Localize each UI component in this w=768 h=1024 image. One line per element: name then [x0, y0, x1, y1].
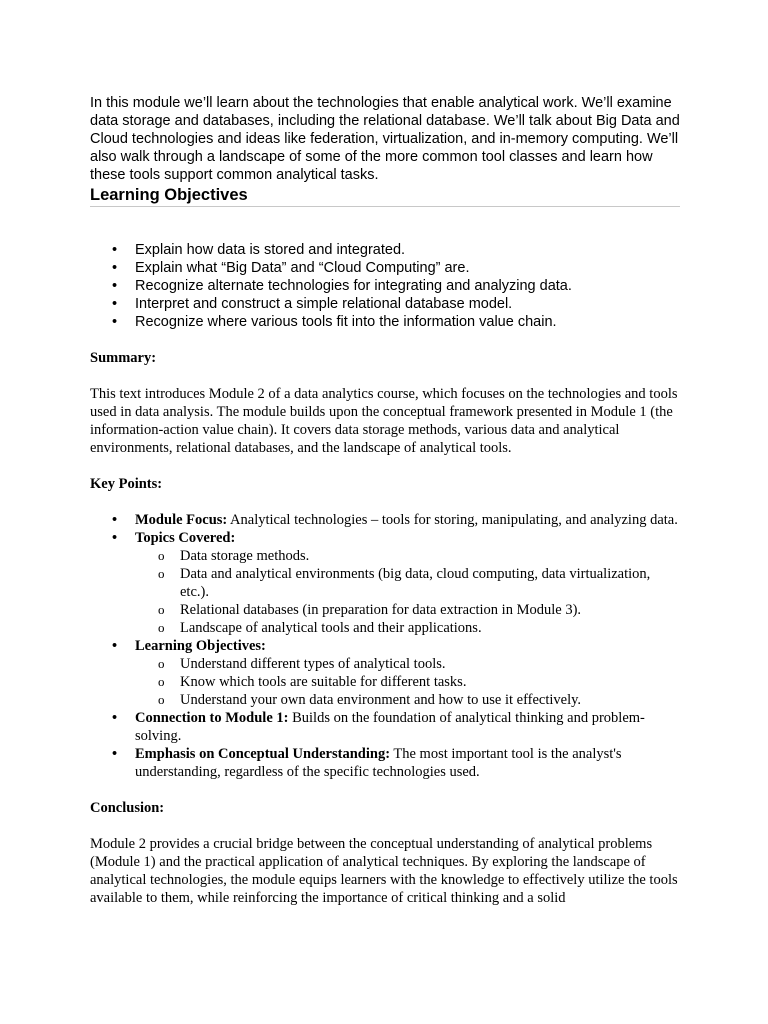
learning-objectives-list [90, 241, 680, 331]
key-point-sublist [135, 655, 680, 709]
key-point-title: Connection to Module 1: [135, 710, 289, 726]
key-point-title: Module Focus: [135, 512, 228, 528]
key-point-item [135, 637, 680, 709]
key-point-item [135, 745, 680, 781]
objective-item: • Recognize alternate technologies for integrating and analyzing data. [135, 277, 680, 295]
sub-item: o Understand different types of analytical tools. [180, 655, 680, 673]
summary-label: Summary: [90, 350, 157, 366]
key-point-title: Topics Covered: [135, 530, 236, 546]
key-points-list [90, 511, 680, 781]
key-point-item [135, 529, 680, 637]
objective-item: • Recognize where various tools fit into the information value chain. [135, 313, 680, 331]
sub-item: o Data and analytical environments (big data, cloud computing, data virtualization, etc.). [180, 565, 680, 601]
key-point-sublist [135, 547, 680, 637]
key-point-title: Learning Objectives: [135, 638, 266, 654]
sub-item: o Know which tools are suitable for different tasks. [180, 673, 680, 691]
intro-paragraph: In this module we’ll learn about the technologies that enable analytical work. We’ll examine data storage and databases, including the relational database. We’ll talk about Big Data and Cloud technologies and ideas like federation, virtualization, and in-memory computing. We’ll also walk through a landscape of some of the more common tool classes and learn how these tools support common analytical tasks. [90, 95, 680, 183]
key-point-item [135, 709, 680, 745]
key-points-label: Key Points: [90, 476, 163, 492]
sub-item: o Understand your own data environment and how to use it effectively. [180, 691, 680, 709]
sub-item: o Data storage methods. [180, 547, 680, 565]
key-point-text: Builds on the foundation of analytical thinking and problem-solving. [135, 710, 645, 744]
conclusion-label: Conclusion: [90, 800, 165, 816]
summary-paragraph: This text introduces Module 2 of a data analytics course, which focuses on the technologies and tools used in data analysis. The module builds upon the conceptual framework presented in Module 1 (the information-action value chain). It covers data storage methods, various data and analytical environments, relational databases, and the landscape of analytical tools. [90, 386, 678, 456]
document-page [90, 94, 680, 907]
key-point-title: Emphasis on Conceptual Understanding: [135, 746, 391, 762]
key-point-item [135, 511, 680, 529]
sub-item: o Landscape of analytical tools and their applications. [180, 619, 680, 637]
conclusion-paragraph: Module 2 provides a crucial bridge between the conceptual understanding of analytical problems (Module 1) and the practical application of analytical techniques. By exploring the landscape of analytical technologies, the module equips learners with the knowledge to effectively utilize the tools available to them, while reinforcing the importance of critical thinking and a solid [90, 836, 678, 906]
objective-item: • Explain how data is stored and integrated. [135, 241, 680, 259]
sub-item: o Relational databases (in preparation for data extraction in Module 3). [180, 601, 680, 619]
key-point-text: The most important tool is the analyst's understanding, regardless of the specific technologies used. [135, 746, 622, 780]
key-point-text: Analytical technologies – tools for storing, manipulating, and analyzing data. [227, 512, 678, 528]
objective-item: • Explain what “Big Data” and “Cloud Computing” are. [135, 259, 680, 277]
objective-item: • Interpret and construct a simple relational database model. [135, 295, 680, 313]
learning-objectives-heading: Learning Objectives [90, 185, 680, 207]
